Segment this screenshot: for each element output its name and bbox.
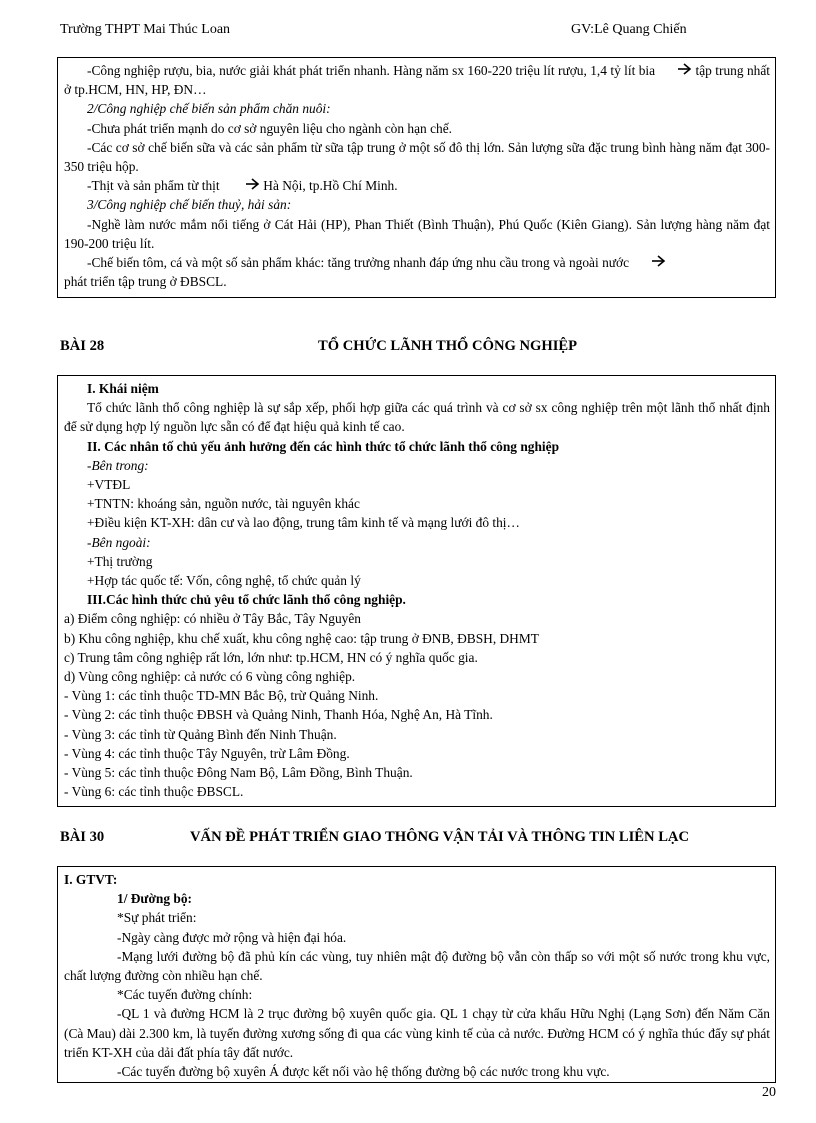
lesson-title: TỔ CHỨC LÃNH THỔ CÔNG NGHIỆP bbox=[318, 338, 578, 354]
subheading: 2/Công nghiệp chế biến sản phẩm chăn nuôi: bbox=[87, 101, 331, 117]
list-item: d) Vùng công nghiệp: cả nước có 6 vùng công nghiệp. bbox=[64, 669, 356, 685]
header-school: Trường THPT Mai Thúc Loan bbox=[60, 22, 231, 37]
right-arrow-icon bbox=[629, 253, 666, 272]
content-box-lesson-30 bbox=[57, 866, 776, 1083]
paragraph: Tổ chức lãnh thổ công nghiệp là sự sắp xếp, phối hợp giữa các quá trình và cơ sở sx công nghiệp trên một lãnh thổ nhất định để sử dụng hợp lý nguồn lực sẵn có để đạt hiệu quả kinh tế cao. bbox=[64, 400, 770, 435]
section-heading: I. Khái niệm bbox=[87, 381, 159, 396]
paragraph bbox=[64, 61, 770, 99]
paragraph: -Nghề làm nước mắm nổi tiếng ở Cát Hải (HP), Phan Thiết (Bình Thuận), Phú Quốc (Kiên Giang). Sản lượng hàng năm đạt 190-200 triệu lít. bbox=[64, 216, 770, 251]
paragraph bbox=[64, 253, 770, 272]
list-item: - Vùng 5: các tỉnh thuộc Đông Nam Bộ, Lâm Đồng, Bình Thuận. bbox=[64, 765, 413, 781]
list-item: +TNTN: khoáng sản, nguồn nước, tài nguyên khác bbox=[87, 496, 360, 512]
subheading: *Sự phát triển: bbox=[117, 910, 197, 926]
content-box-lesson-28 bbox=[57, 375, 776, 807]
text: Hà Nội, tp.Hồ Chí Minh. bbox=[259, 178, 398, 194]
page-number: 20 bbox=[762, 1085, 776, 1100]
paragraph: -Ngày càng được mở rộng và hiện đại hóa. bbox=[117, 929, 347, 945]
right-arrow-icon bbox=[223, 176, 260, 195]
text: -Chế biến tôm, cá và một số sản phẩm khác: tăng trưởng nhanh đáp ứng nhu cầu trong và ngoài nước bbox=[87, 255, 630, 271]
paragraph: -Mạng lưới đường bộ đã phủ kín các vùng, tuy nhiên mật độ đường bộ vẫn còn thấp so với một số nước trong khu vực, chất lượng đường còn nhiều hạn chế. bbox=[64, 948, 770, 984]
list-item: - Vùng 6: các tỉnh thuộc ĐBSCL. bbox=[64, 784, 244, 800]
subheading: *Các tuyến đường chính: bbox=[117, 987, 253, 1003]
right-arrow-icon bbox=[655, 61, 692, 80]
lesson-title: VẤN ĐỀ PHÁT TRIỂN GIAO THÔNG VẬN TẢI VÀ THÔNG TIN LIÊN LẠC bbox=[190, 829, 690, 845]
subheading: -Bên trong: bbox=[87, 457, 149, 473]
list-item: +VTĐL bbox=[87, 477, 131, 493]
paragraph bbox=[64, 176, 770, 195]
list-item: - Vùng 3: các tỉnh từ Quảng Bình đến Ninh Thuận. bbox=[64, 726, 337, 742]
content-box-food-industry bbox=[57, 57, 776, 298]
section-heading: I. GTVT: bbox=[64, 872, 118, 887]
text: tập trung nhất ở tp.HCM, HN, HP, ĐN… bbox=[64, 63, 770, 98]
text: -Thịt và sản phẩm từ thịt bbox=[87, 178, 223, 194]
paragraph: phát triển tập trung ở ĐBSCL. bbox=[64, 274, 227, 290]
subheading: -Bên ngoài: bbox=[87, 534, 151, 550]
paragraph: -Các tuyến đường bộ xuyên Á được kết nối vào hệ thống đường bộ các nước trong khu vực. bbox=[117, 1064, 610, 1080]
list-item: a) Điểm công nghiệp: có nhiều ở Tây Bắc, Tây Nguyên bbox=[64, 611, 362, 627]
section-heading: III.Các hình thức chủ yêu tổ chức lãnh thổ công nghiệp. bbox=[87, 592, 406, 608]
list-item: - Vùng 4: các tỉnh thuộc Tây Nguyên, trừ Lâm Đồng. bbox=[64, 745, 350, 761]
section-heading: II. Các nhân tố chủ yếu ảnh hưởng đến các hình thức tổ chức lãnh thổ công nghiệp bbox=[87, 438, 560, 454]
section-heading: 1/ Đường bộ: bbox=[117, 891, 192, 907]
list-item: b) Khu công nghiệp, khu chế xuất, khu công nghệ cao: tập trung ở ĐNB, ĐBSH, DHMT bbox=[64, 630, 539, 646]
paragraph: -Các cơ sở chế biến sữa và các sản phẩm từ sữa tập trung ở một số đô thị lớn. Sản lượng sữa đặc trung bình hàng năm đạt 300-350 triệu hộp. bbox=[64, 139, 770, 175]
list-item: - Vùng 1: các tỉnh thuộc TD-MN Bắc Bộ, trừ Quảng Ninh. bbox=[64, 688, 379, 704]
lesson-number: BÀI 30 bbox=[60, 829, 105, 845]
list-item: +Hợp tác quốc tế: Vốn, công nghệ, tổ chức quản lý bbox=[87, 573, 361, 589]
list-item: +Điều kiện KT-XH: dân cư và lao động, trung tâm kinh tế và mạng lưới đô thị… bbox=[87, 515, 520, 531]
list-item: +Thị trường bbox=[87, 553, 153, 569]
list-item: - Vùng 2: các tỉnh thuộc ĐBSH và Quảng Ninh, Thanh Hóa, Nghệ An, Hà Tĩnh. bbox=[64, 707, 493, 723]
paragraph: -Chưa phát triển mạnh do cơ sở nguyên liệu cho ngành còn hạn chế. bbox=[87, 120, 453, 136]
subheading: 3/Công nghiệp chế biến thuỷ, hải sản: bbox=[87, 197, 292, 213]
header-teacher: GV:Lê Quang Chiến bbox=[571, 22, 687, 37]
lesson-number: BÀI 28 bbox=[60, 338, 105, 354]
text: -Công nghiệp rượu, bia, nước giải khát phát triển nhanh. Hàng năm sx 160-220 triệu lít rượu, 1,4 tỷ lít bia bbox=[87, 63, 656, 78]
list-item: c) Trung tâm công nghiệp rất lớn, lớn như: tp.HCM, HN có ý nghĩa quốc gia. bbox=[64, 649, 478, 665]
paragraph: -QL 1 và đường HCM là 2 trục đường bộ xuyên quốc gia. QL 1 chạy từ cửa khẩu Hữu Nghị (Lạng Sơn) đến Năm Căn (Cà Mau) dài 2.300 km, là tuyến đường xương sống đi qua các vùng kinh tế của cả nước. Đường HCM có ý nghĩa thúc đẩy sự phát triển KT-XH của dải đất phía tây đất nước. bbox=[64, 1006, 770, 1060]
